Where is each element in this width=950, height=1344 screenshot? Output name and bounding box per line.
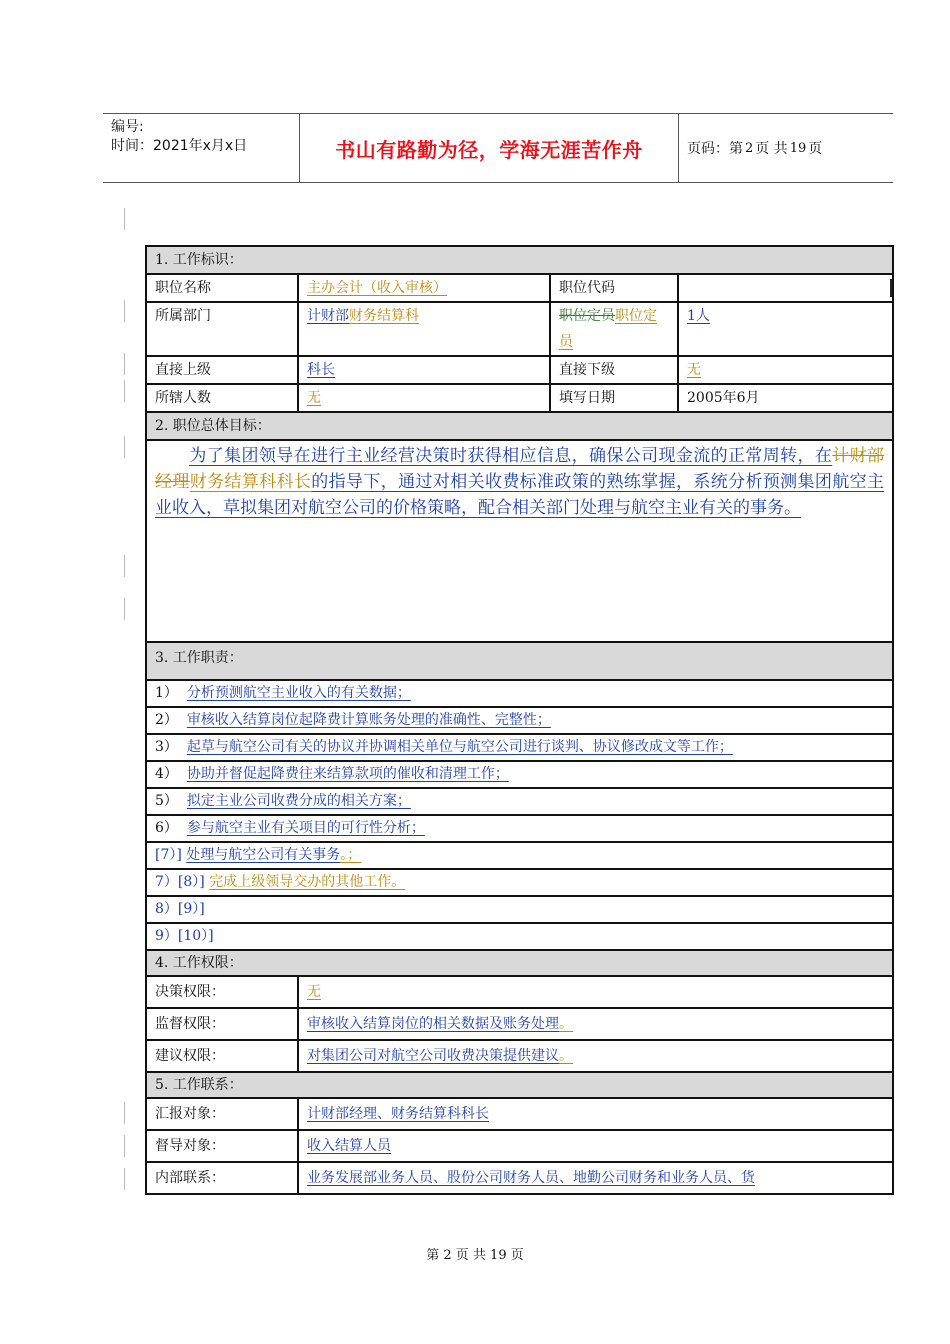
- duty-row: [146, 923, 893, 950]
- duty-row: [146, 761, 893, 788]
- table-row: [146, 302, 893, 356]
- section-header: [146, 412, 893, 440]
- field-value: [678, 356, 893, 384]
- field-label: 内部联系：: [146, 1162, 298, 1194]
- field-value: 审核收入结算岗位的相关数据及账务处理。: [298, 1008, 893, 1040]
- field-value: 对集团公司对航空公司收费决策提供建议。: [298, 1040, 893, 1072]
- field-label: 直接下级: [550, 356, 678, 384]
- page-header: [103, 113, 893, 183]
- duty-item: 8）[9）]: [146, 896, 893, 923]
- section-header: [146, 1072, 893, 1098]
- table-row: [146, 1040, 893, 1072]
- section-title: 1. 工作标识：: [146, 246, 893, 274]
- direct-subordinate: 无: [687, 362, 701, 378]
- field-label: 监督权限：: [146, 1008, 298, 1040]
- header-page-info: [687, 114, 822, 182]
- objective-text: 为了集团领导在进行主业经营决策时获得相应信息，确保公司现金流的正常周转，在计财部经理财务结算科科长的指导下，通过对相关收费标准政策的熟练掌握，系统分析预测集团航空主业收入，草拟集团对航空公司的价格策略，配合相关部门处理与航空主业有关的事务。: [146, 440, 893, 642]
- page-prefix: 页码：第: [687, 141, 743, 157]
- field-label: 职位代码: [550, 274, 678, 302]
- duty-item: 6） 参与航空主业有关项目的可行性分析；: [146, 815, 893, 842]
- field-label: 直接上级: [146, 356, 298, 384]
- duty-item: 1） 分析预测航空主业收入的有关数据；: [146, 680, 893, 707]
- revision-mark: [124, 1135, 125, 1157]
- serial-label: 编号:: [111, 119, 144, 135]
- table-row: [146, 1162, 893, 1194]
- staff-count: 无: [307, 390, 321, 406]
- page-suffix: 页: [808, 141, 823, 157]
- field-value: [298, 302, 550, 356]
- field-label: 督导对象：: [146, 1130, 298, 1162]
- duty-item: 2） 审核收入结算岗位起降费计算账务处理的准确性、完整性；: [146, 707, 893, 734]
- section-title: 5. 工作联系：: [146, 1072, 893, 1098]
- field-label: 建议权限：: [146, 1040, 298, 1072]
- header-motto: 书山有路勤为径，学海无涯苦作舟: [299, 114, 679, 182]
- field-value: [298, 274, 550, 302]
- position-name: 主办会计（收入审核）: [307, 280, 447, 296]
- field-label: 汇报对象：: [146, 1098, 298, 1130]
- field-label: 决策权限：: [146, 976, 298, 1008]
- section-header: [146, 246, 893, 274]
- field-value: 计财部经理、财务结算科科长: [298, 1098, 893, 1130]
- field-value: 业务发展部业务人员、股份公司财务人员、地勤公司财务和业务人员、货: [298, 1162, 893, 1194]
- duty-item: 9）[10）]: [146, 923, 893, 950]
- table-row: [146, 384, 893, 412]
- field-value: [298, 384, 550, 412]
- field-label: 所辖人数: [146, 384, 298, 412]
- field-label: 职位名称: [146, 274, 298, 302]
- section-title: 2. 职位总体目标：: [146, 412, 893, 440]
- headcount-value: 1人: [687, 308, 710, 324]
- duty-row: [146, 707, 893, 734]
- revision-mark: [124, 436, 125, 458]
- duty-row: [146, 734, 893, 761]
- field-value: 收入结算人员: [298, 1130, 893, 1162]
- page-footer: 第 2 页 共 19 页: [426, 1248, 524, 1263]
- table-row: [146, 976, 893, 1008]
- duty-item: 3） 起草与航空公司有关的协议并协调相关单位与航空公司进行谈判、协议修改成文等工作；: [146, 734, 893, 761]
- field-label: 所属部门: [146, 302, 298, 356]
- inserted-text: 财务结算科科长: [189, 472, 312, 492]
- headcount-label-inserted: 职位定员: [559, 308, 657, 350]
- table-row: [146, 356, 893, 384]
- section-title: 4. 工作权限：: [146, 950, 893, 976]
- table-row: [146, 1130, 893, 1162]
- duty-row: [146, 896, 893, 923]
- duty-row: [146, 788, 893, 815]
- time-label: 时间：2021年x月x日: [111, 138, 248, 154]
- duty-row: [146, 680, 893, 707]
- field-label: [550, 302, 678, 356]
- headcount-label-deleted: 职位定员: [559, 308, 615, 324]
- duty-row: [146, 842, 893, 869]
- fill-date: 2005年6月: [678, 384, 893, 412]
- page-number: 2: [745, 140, 754, 156]
- table-row: [146, 274, 893, 302]
- duty-item: 7）[8）] 完成上级领导交办的其他工作。: [146, 869, 893, 896]
- page-total: 19: [789, 140, 807, 156]
- section-title: 3. 工作职责：: [146, 642, 893, 680]
- table-row: [146, 440, 893, 642]
- field-label: 填写日期: [550, 384, 678, 412]
- job-description-table: [145, 245, 894, 1195]
- revision-mark: [124, 208, 125, 230]
- department-new: 财务结算科: [349, 308, 419, 324]
- duty-item: 5） 拟定主业公司收费分成的相关方案；: [146, 788, 893, 815]
- revision-mark: [124, 1168, 125, 1190]
- revision-mark: [124, 1102, 125, 1124]
- revision-mark: [124, 380, 125, 402]
- section-header: [146, 950, 893, 976]
- field-value: [298, 356, 550, 384]
- deleted-text: 计财部经理: [155, 446, 884, 492]
- revision-mark: [124, 555, 125, 577]
- duty-item: [7）] 处理与航空公司有关事务。；: [146, 842, 893, 869]
- revision-mark: [124, 353, 125, 375]
- section-header: [146, 642, 893, 680]
- direct-superior: 科长: [307, 362, 335, 378]
- duty-row: [146, 869, 893, 896]
- field-value: [678, 302, 893, 356]
- revision-mark: [124, 598, 125, 620]
- duty-item: 4） 协助并督促起降费往来结算款项的催收和清理工作；: [146, 761, 893, 788]
- table-row: [146, 1008, 893, 1040]
- header-meta: [111, 118, 247, 156]
- page-mid: 页 共: [755, 141, 788, 157]
- department-old: 计财部: [307, 308, 349, 324]
- revision-mark: [124, 300, 125, 322]
- duty-row: [146, 815, 893, 842]
- field-value: 无: [298, 976, 893, 1008]
- table-row: [146, 1098, 893, 1130]
- position-code: [678, 274, 893, 302]
